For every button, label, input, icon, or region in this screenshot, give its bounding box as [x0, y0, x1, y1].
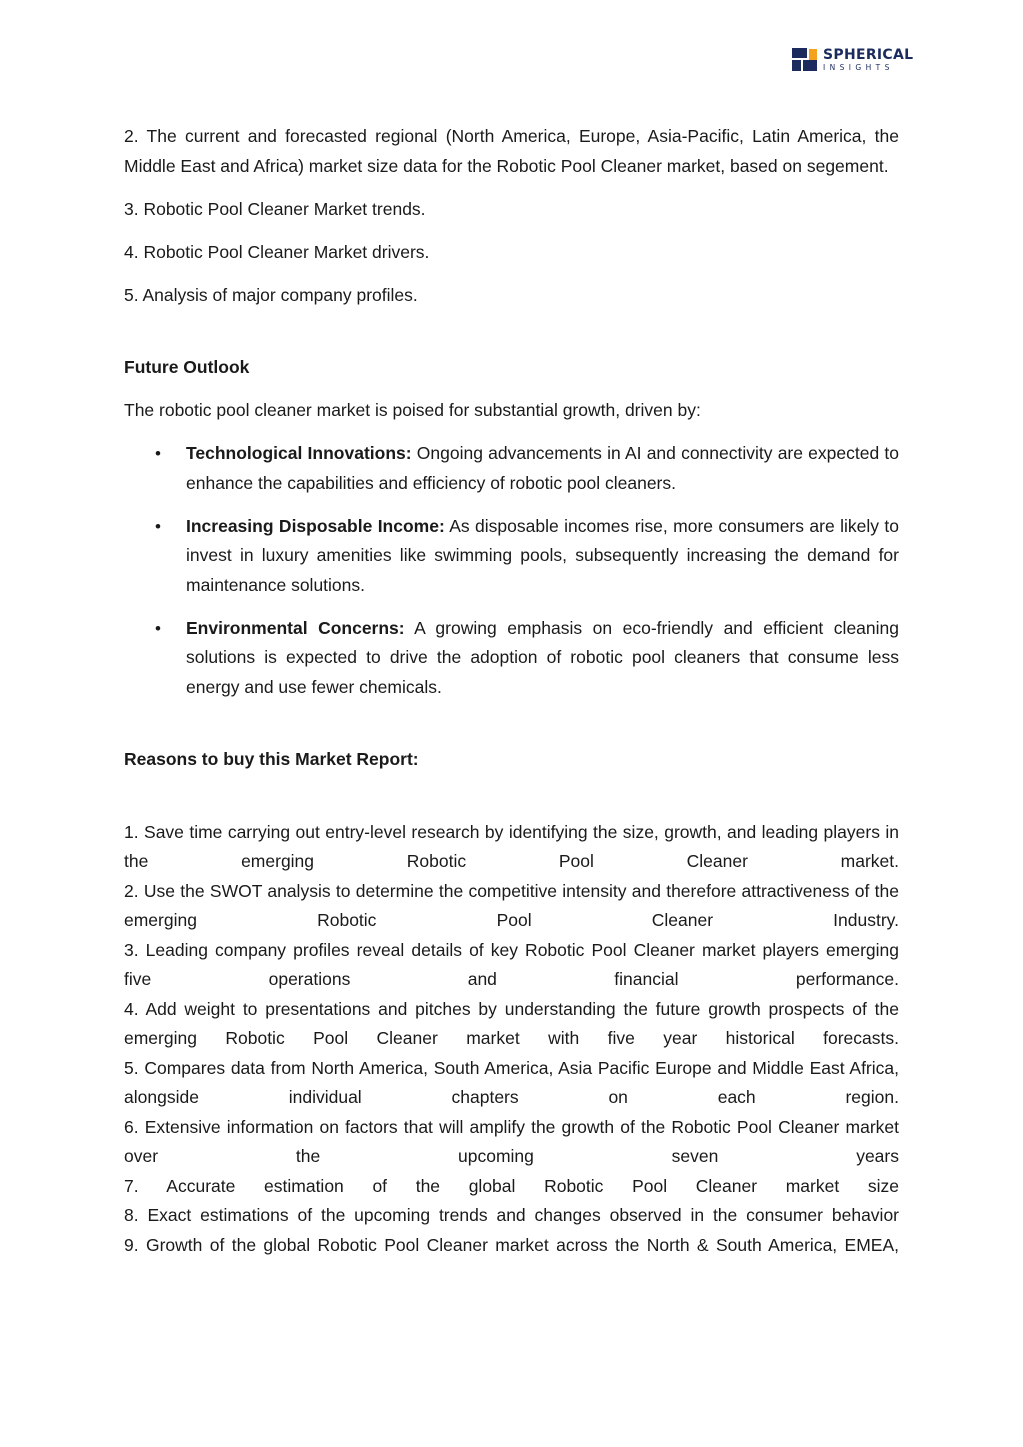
bullet-icon: • [155, 444, 161, 463]
bullet-title: Increasing Disposable Income: [186, 515, 445, 536]
spherical-insights-logo [792, 47, 913, 73]
bullet-icon: • [155, 618, 161, 638]
logo-mark-icon [792, 47, 819, 73]
logo-word: SPHERICAL [823, 47, 914, 64]
list-item: 2. The current and forecasted regional (North America, Europe, Asia-Pacific, Latin America, the Middle East and Africa) market size data for the Robotic Pool Cleaner market, based on segement. [124, 126, 899, 176]
bullet-icon: • [155, 516, 161, 536]
logo-text [823, 48, 913, 72]
reason-line: 9. Growth of the global Robotic Pool Cleaner market across the North & South America, EMEA, [124, 1234, 899, 1255]
bullet-item [124, 614, 899, 703]
bullet-text: Ongoing advancements in AI and connectivity are expected to enhance the capabilities and efficiency of robotic pool cleaners. [186, 443, 899, 493]
reason-line: 1. Save time carrying out entry-level research by identifying the size, growth, and leading players in the emerging Robotic Pool Cleaner market. [124, 821, 899, 871]
reason-line: 5. Compares data from North America, South America, Asia Pacific Europe and Middle East Africa, alongside individual chapters on each region. [124, 1057, 899, 1107]
reason-line: 7. Accurate estimation of the global Robotic Pool Cleaner market size [124, 1175, 899, 1196]
bullet-item [124, 439, 899, 498]
reason-line: 3. Leading company profiles reveal details of key Robotic Pool Cleaner market players emerging five operations and financial performance. [124, 939, 899, 989]
future-outlook-intro: The robotic pool cleaner market is poised for substantial growth, driven by: [124, 400, 701, 420]
reason-line: 6. Extensive information on factors that will amplify the growth of the Robotic Pool Cleaner market over the upcoming seven years [124, 1116, 899, 1166]
future-outlook-heading: Future Outlook [124, 357, 250, 377]
reason-line: 8. Exact estimations of the upcoming trends and changes observed in the consumer behavior [124, 1205, 899, 1225]
reasons-heading: Reasons to buy this Market Report: [124, 749, 419, 769]
document-body [124, 122, 899, 1260]
bullet-text: A growing emphasis on eco-friendly and efficient cleaning solutions is expected to drive the adoption of robotic pool cleaners that consume less energy and use fewer chemicals. [186, 617, 899, 697]
reasons-list [124, 818, 899, 1261]
future-outlook-bullets [124, 439, 899, 702]
bullet-title: Environmental Concerns: [186, 617, 405, 638]
bullet-item [124, 512, 899, 601]
reason-line: 2. Use the SWOT analysis to determine the competitive intensity and therefore attractiveness of the emerging Robotic Pool Cleaner Industry. [124, 880, 899, 930]
bullet-title: Technological Innovations: [186, 443, 412, 463]
logo-subtitle: INSIGHTS [823, 63, 894, 73]
list-item: 4. Robotic Pool Cleaner Market drivers. [124, 241, 430, 262]
reason-line: 4. Add weight to presentations and pitches by understanding the future growth prospects of the emerging Robotic Pool Cleaner market with five year historical forecasts. [124, 998, 899, 1048]
list-item: 5. Analysis of major company profiles. [124, 284, 418, 305]
bullet-text: As disposable incomes rise, more consumers are likely to invest in luxury amenities like swimming pools, subsequently increasing the demand for maintenance solutions. [186, 515, 899, 595]
list-item: 3. Robotic Pool Cleaner Market trends. [124, 198, 426, 219]
